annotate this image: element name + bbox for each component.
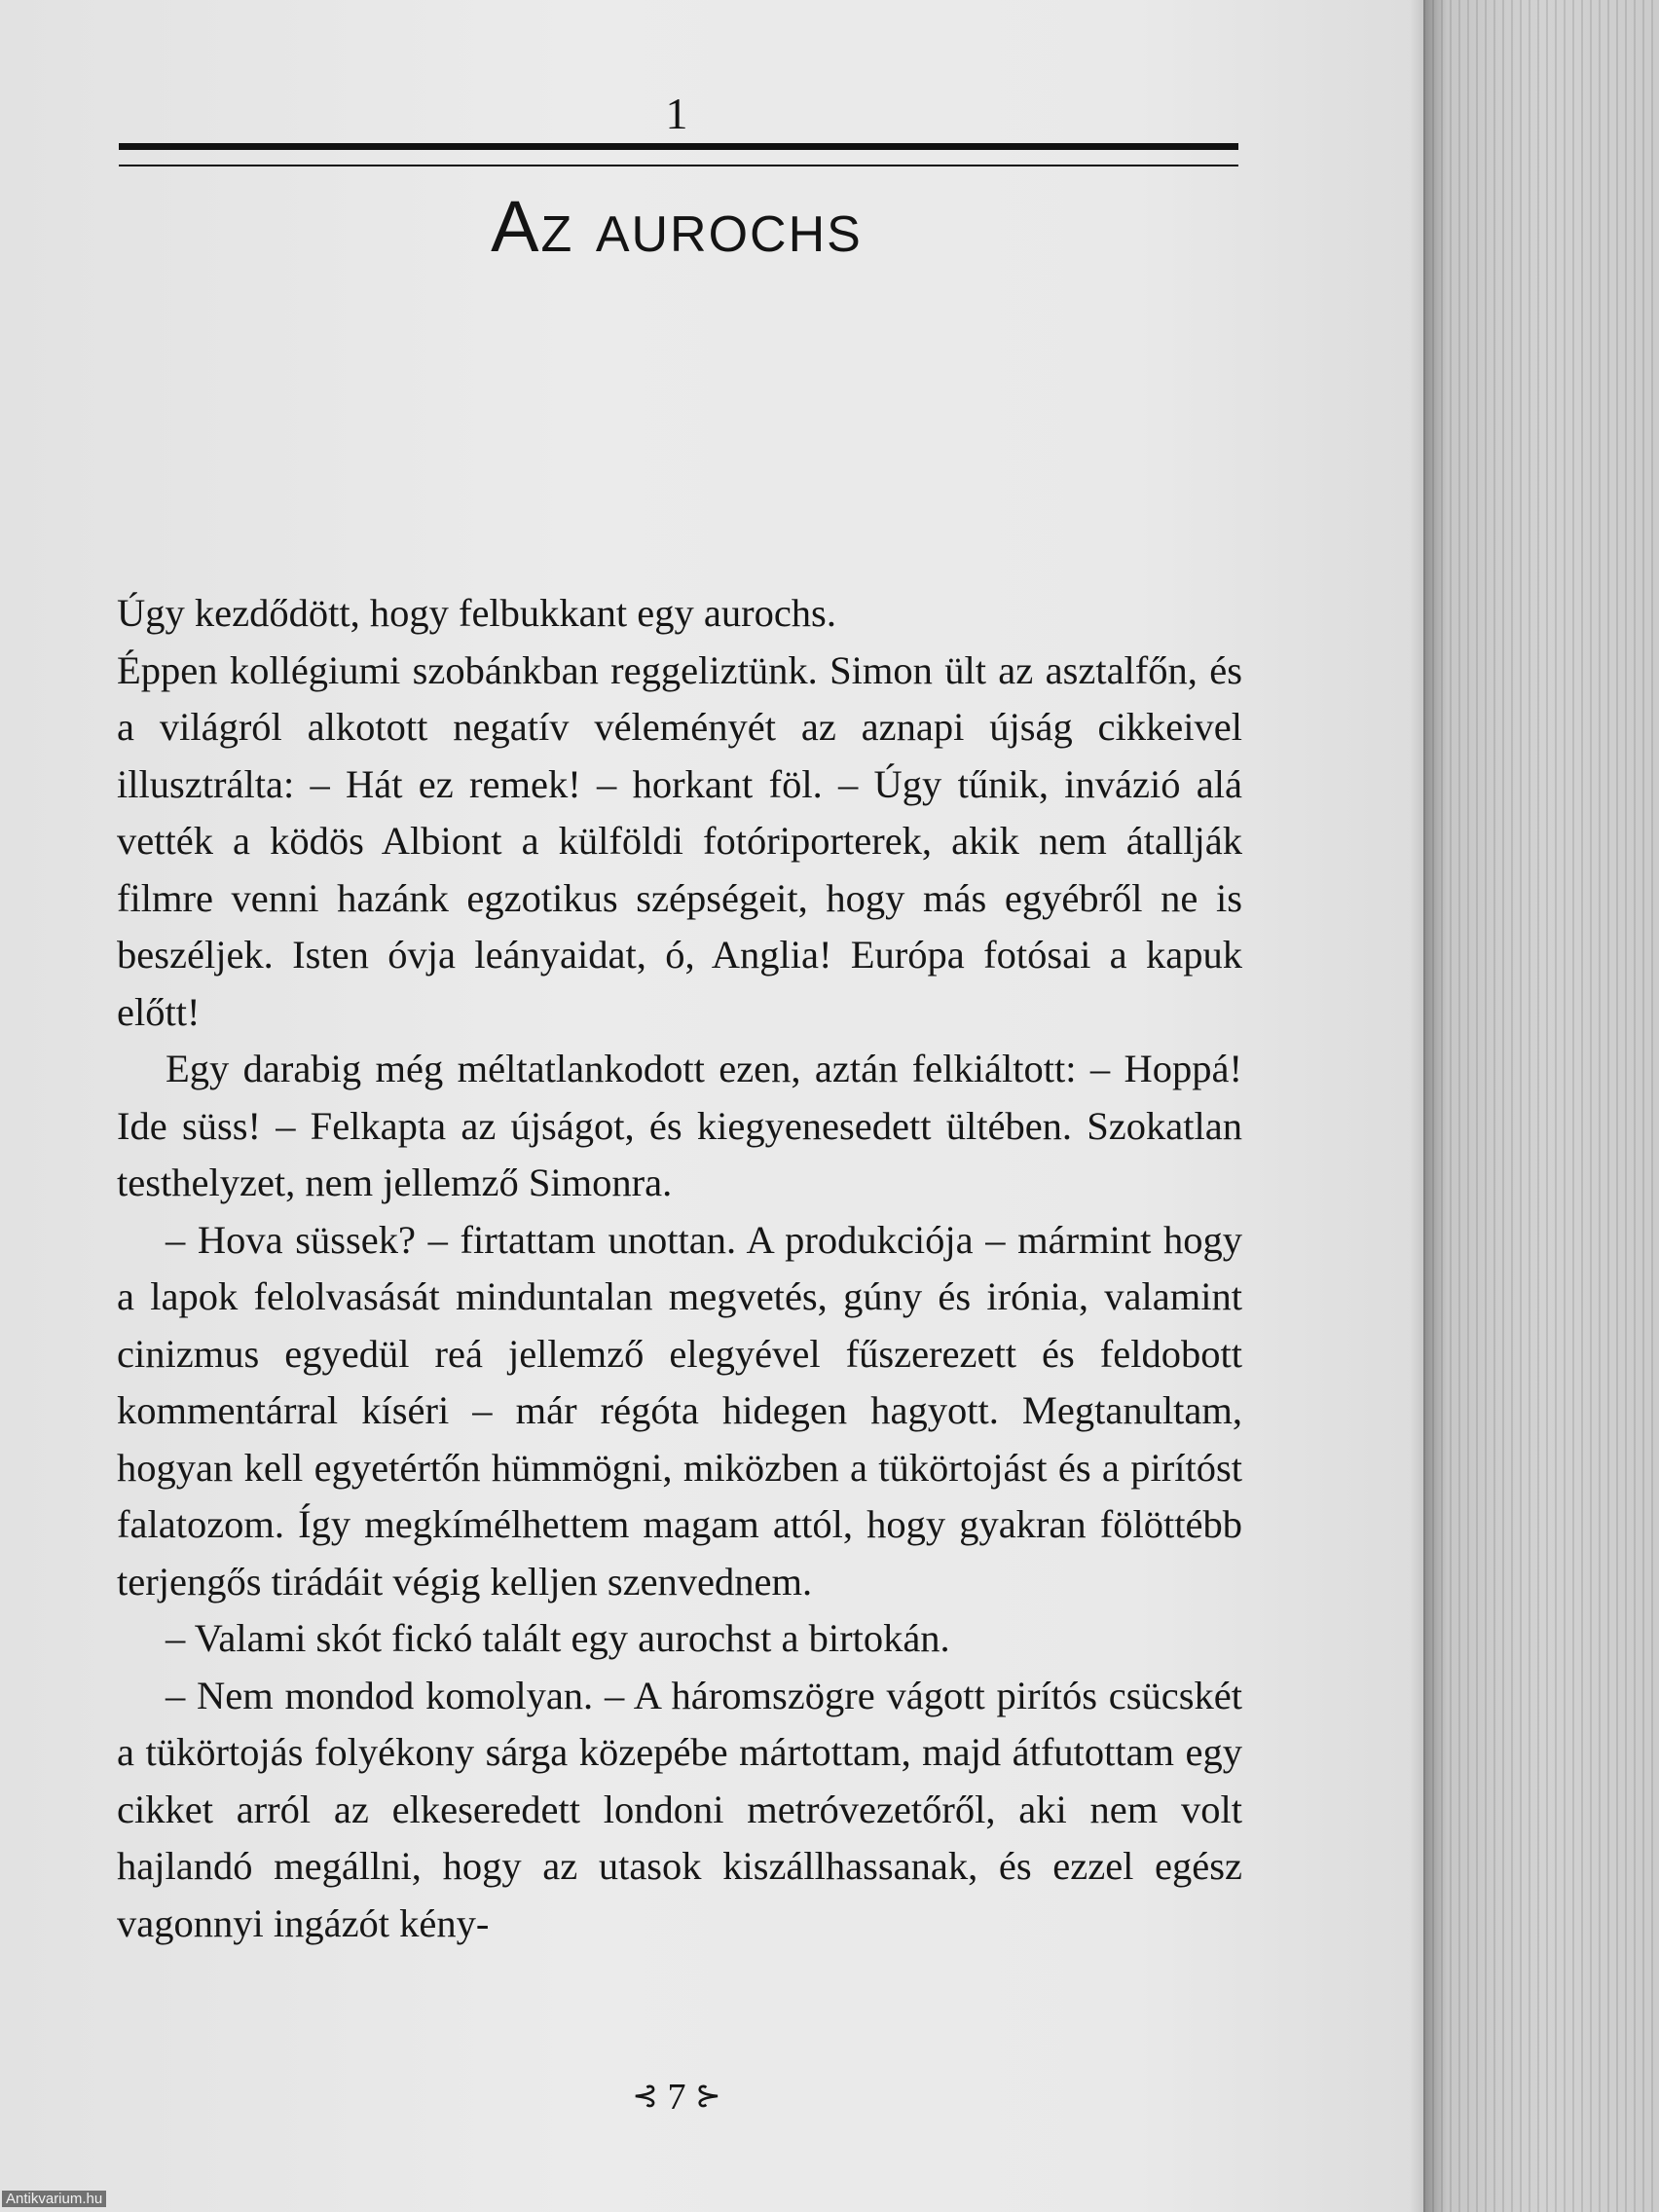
paragraph: – Hova süssek? – firtattam unottan. A produkciója – mármint hogy a lapok felolvasását minduntalan megvetés, gúny és irónia, valamint cinizmus egyedül reá jellemző elegyével fűszerezett és feldobott kommentárral kíséri – már régóta hidegen hagyott. Megtanultam, hogyan kell egyetértőn hümmögni, miközben a tükörtojást és a pirítóst falatozom. Így megkímélhettem magam attól, hogy gyakran fölöttébb terjengős tirádáit végig kelljen szenvednem. <box>117 1217 1242 1604</box>
chapter-rule-thick <box>119 143 1238 150</box>
paragraph: – Nem mondod komolyan. – A háromszögre vágott pirítós csücskét a tükörtojás folyékony sárga közepébe mártottam, majd átfutottam egy cikket arról az elkeseredett londoni metróvezetőről, aki nem volt hajlandó megállni, hogy az utasok kiszállhassanak, és ezzel egész vagonnyi ingázót kény- <box>117 1673 1242 1945</box>
page-stack-edge <box>1423 0 1659 2212</box>
chapter-number: 1 <box>665 89 688 138</box>
watermark: Antikvarium.hu <box>2 2191 106 2207</box>
paragraph: – Valami skót fickó talált egy aurochst a birtokán. <box>166 1616 950 1660</box>
paragraph-opening: Úgy kezdődött, hogy felbukkant egy aurochs. <box>117 591 836 635</box>
paragraph: Egy darabig még méltatlankodott ezen, aztán felkiáltott: – Hoppá! Ide süss! – Felkapta az újságot, és kiegyenesedett ültében. Szokatlan testhelyzet, nem jellemző Simonra. <box>117 1047 1242 1204</box>
page-number: 7 <box>667 2077 686 2118</box>
chapter-rule-thin <box>119 165 1238 166</box>
ornament-left-icon: ⊰ <box>632 2078 658 2113</box>
chapter-title: Az aurochs <box>491 186 863 267</box>
page-number-footer <box>584 2076 769 2119</box>
body-text <box>117 585 1242 1952</box>
paragraph: Éppen kollégiumi szobánkban reggeliztünk. Simon ült az asztalfőn, és a világról alkotott negatív véleményét az aznapi újság cikkeivel illusztrálta: – Hát ez remek! – horkant föl. – Úgy tűnik, invázió alá vették a ködös Albiont a külföldi fotóriporterek, akik nem átallják filmre venni hazánk egzotikus szépségeit, hogy más egyébről ne is beszéljek. Isten óvja leányaidat, ó, Anglia! Európa fotósai a kapuk előtt! <box>117 647 1242 1034</box>
ornament-right-icon: ⊱ <box>695 2078 721 2113</box>
